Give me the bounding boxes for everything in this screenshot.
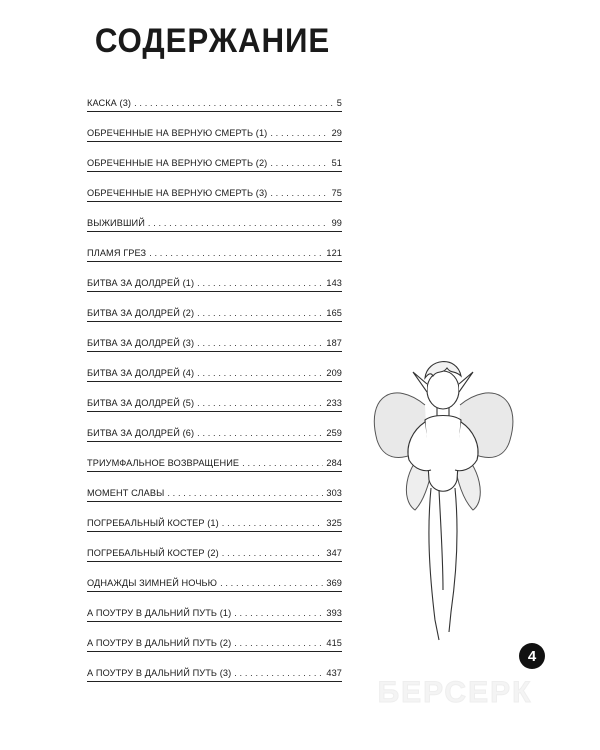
toc-entry-title: КАСКА (3) bbox=[87, 98, 132, 108]
toc-entry-title: БИТВА ЗА ДОЛДРЕЙ (5) bbox=[87, 398, 195, 408]
toc-entry-page: 347 bbox=[326, 548, 342, 558]
toc-entry bbox=[87, 262, 342, 292]
toc-entry bbox=[87, 232, 342, 262]
toc-entry bbox=[87, 652, 342, 682]
dot-leader bbox=[242, 458, 323, 468]
berserk-logo-watermark bbox=[365, 672, 545, 712]
toc-entry bbox=[87, 562, 342, 592]
dot-leader bbox=[197, 398, 323, 408]
toc-entry bbox=[87, 412, 342, 442]
toc-entry-page: 99 bbox=[331, 218, 342, 228]
dot-leader bbox=[222, 518, 324, 528]
toc-entry bbox=[87, 142, 342, 172]
toc-entry-page: 29 bbox=[331, 128, 342, 138]
toc-entry bbox=[87, 382, 342, 412]
toc-entry-title: А ПОУТРУ В ДАЛЬНИЙ ПУТЬ (3) bbox=[87, 668, 232, 678]
toc-entry-title: БИТВА ЗА ДОЛДРЕЙ (3) bbox=[87, 338, 195, 348]
toc-entry-title: ПОГРЕБАЛЬНЫЙ КОСТЕР (1) bbox=[87, 518, 219, 528]
toc-entry-page: 121 bbox=[326, 248, 342, 258]
toc-entry-title: БИТВА ЗА ДОЛДРЕЙ (1) bbox=[87, 278, 195, 288]
toc-entry bbox=[87, 472, 342, 502]
toc-entry-title: БИТВА ЗА ДОЛДРЕЙ (6) bbox=[87, 428, 195, 438]
toc-entry-title: ВЫЖИВШИЙ bbox=[87, 218, 145, 228]
toc-entry bbox=[87, 172, 342, 202]
page-title: СОДЕРЖАНИЕ bbox=[94, 22, 331, 60]
toc-entry-title: МОМЕНТ СЛАВЫ bbox=[87, 488, 165, 498]
toc-entry-title: А ПОУТРУ В ДАЛЬНИЙ ПУТЬ (2) bbox=[87, 638, 232, 648]
toc-entry-title: ОБРЕЧЕННЫЕ НА ВЕРНУЮ СМЕРТЬ (1) bbox=[87, 128, 268, 138]
dot-leader bbox=[234, 638, 323, 648]
toc-entry-title: ОБРЕЧЕННЫЕ НА ВЕРНУЮ СМЕРТЬ (3) bbox=[87, 188, 268, 198]
dot-leader bbox=[270, 128, 328, 138]
dot-leader bbox=[197, 368, 323, 378]
dot-leader bbox=[149, 248, 323, 258]
toc-entry-title: ОБРЕЧЕННЫЕ НА ВЕРНУЮ СМЕРТЬ (2) bbox=[87, 158, 268, 168]
toc-entry bbox=[87, 442, 342, 472]
toc-entry-title: БИТВА ЗА ДОЛДРЕЙ (2) bbox=[87, 308, 195, 318]
toc-entry-title: БИТВА ЗА ДОЛДРЕЙ (4) bbox=[87, 368, 195, 378]
dot-leader bbox=[197, 308, 323, 318]
svg-text:БЕРСЕРК: БЕРСЕРК bbox=[377, 676, 533, 709]
toc-entry-title: ПОГРЕБАЛЬНЫЙ КОСТЕР (2) bbox=[87, 548, 219, 558]
toc-entry-page: 5 bbox=[336, 98, 342, 108]
toc-entry bbox=[87, 202, 342, 232]
toc-entry bbox=[87, 292, 342, 322]
toc-entry-title: ПЛАМЯ ГРЕЗ bbox=[87, 248, 147, 258]
toc-entry-page: 437 bbox=[326, 668, 342, 678]
toc-entry-page: 143 bbox=[326, 278, 342, 288]
toc-entry-page: 187 bbox=[326, 338, 342, 348]
toc-entry bbox=[87, 592, 342, 622]
fairy-elf-sketch-icon bbox=[355, 350, 530, 650]
toc-entry bbox=[87, 82, 342, 112]
toc-entry bbox=[87, 532, 342, 562]
toc-entry-page: 259 bbox=[326, 428, 342, 438]
toc-entry-page: 209 bbox=[326, 368, 342, 378]
dot-leader bbox=[220, 578, 323, 588]
toc-entry-page: 51 bbox=[331, 158, 342, 168]
dot-leader bbox=[197, 338, 323, 348]
toc-entry-page: 393 bbox=[326, 608, 342, 618]
toc-entry-page: 303 bbox=[326, 488, 342, 498]
toc-entry bbox=[87, 502, 342, 532]
toc-entry bbox=[87, 322, 342, 352]
toc-entry-page: 415 bbox=[326, 638, 342, 648]
toc-entry bbox=[87, 112, 342, 142]
toc-entry-title: А ПОУТРУ В ДАЛЬНИЙ ПУТЬ (1) bbox=[87, 608, 232, 618]
dot-leader bbox=[134, 98, 334, 108]
toc-entry-page: 325 bbox=[326, 518, 342, 528]
dot-leader bbox=[234, 668, 323, 678]
toc-entry-page: 284 bbox=[326, 458, 342, 468]
dot-leader bbox=[270, 158, 328, 168]
table-of-contents bbox=[87, 82, 342, 682]
toc-entry-title: ОДНАЖДЫ ЗИМНЕЙ НОЧЬЮ bbox=[87, 578, 218, 588]
dot-leader bbox=[197, 278, 323, 288]
toc-entry-page: 233 bbox=[326, 398, 342, 408]
toc-entry-page: 369 bbox=[326, 578, 342, 588]
dot-leader bbox=[234, 608, 323, 618]
toc-entry-page: 165 bbox=[326, 308, 342, 318]
dot-leader bbox=[167, 488, 323, 498]
dot-leader bbox=[222, 548, 324, 558]
toc-entry-title: ТРИУМФАЛЬНОЕ ВОЗВРАЩЕНИЕ bbox=[87, 458, 240, 468]
page-number-badge: 4 bbox=[519, 643, 545, 669]
dot-leader bbox=[270, 188, 328, 198]
dot-leader bbox=[197, 428, 323, 438]
toc-entry bbox=[87, 622, 342, 652]
toc-entry bbox=[87, 352, 342, 382]
toc-entry-page: 75 bbox=[331, 188, 342, 198]
dot-leader bbox=[148, 218, 329, 228]
